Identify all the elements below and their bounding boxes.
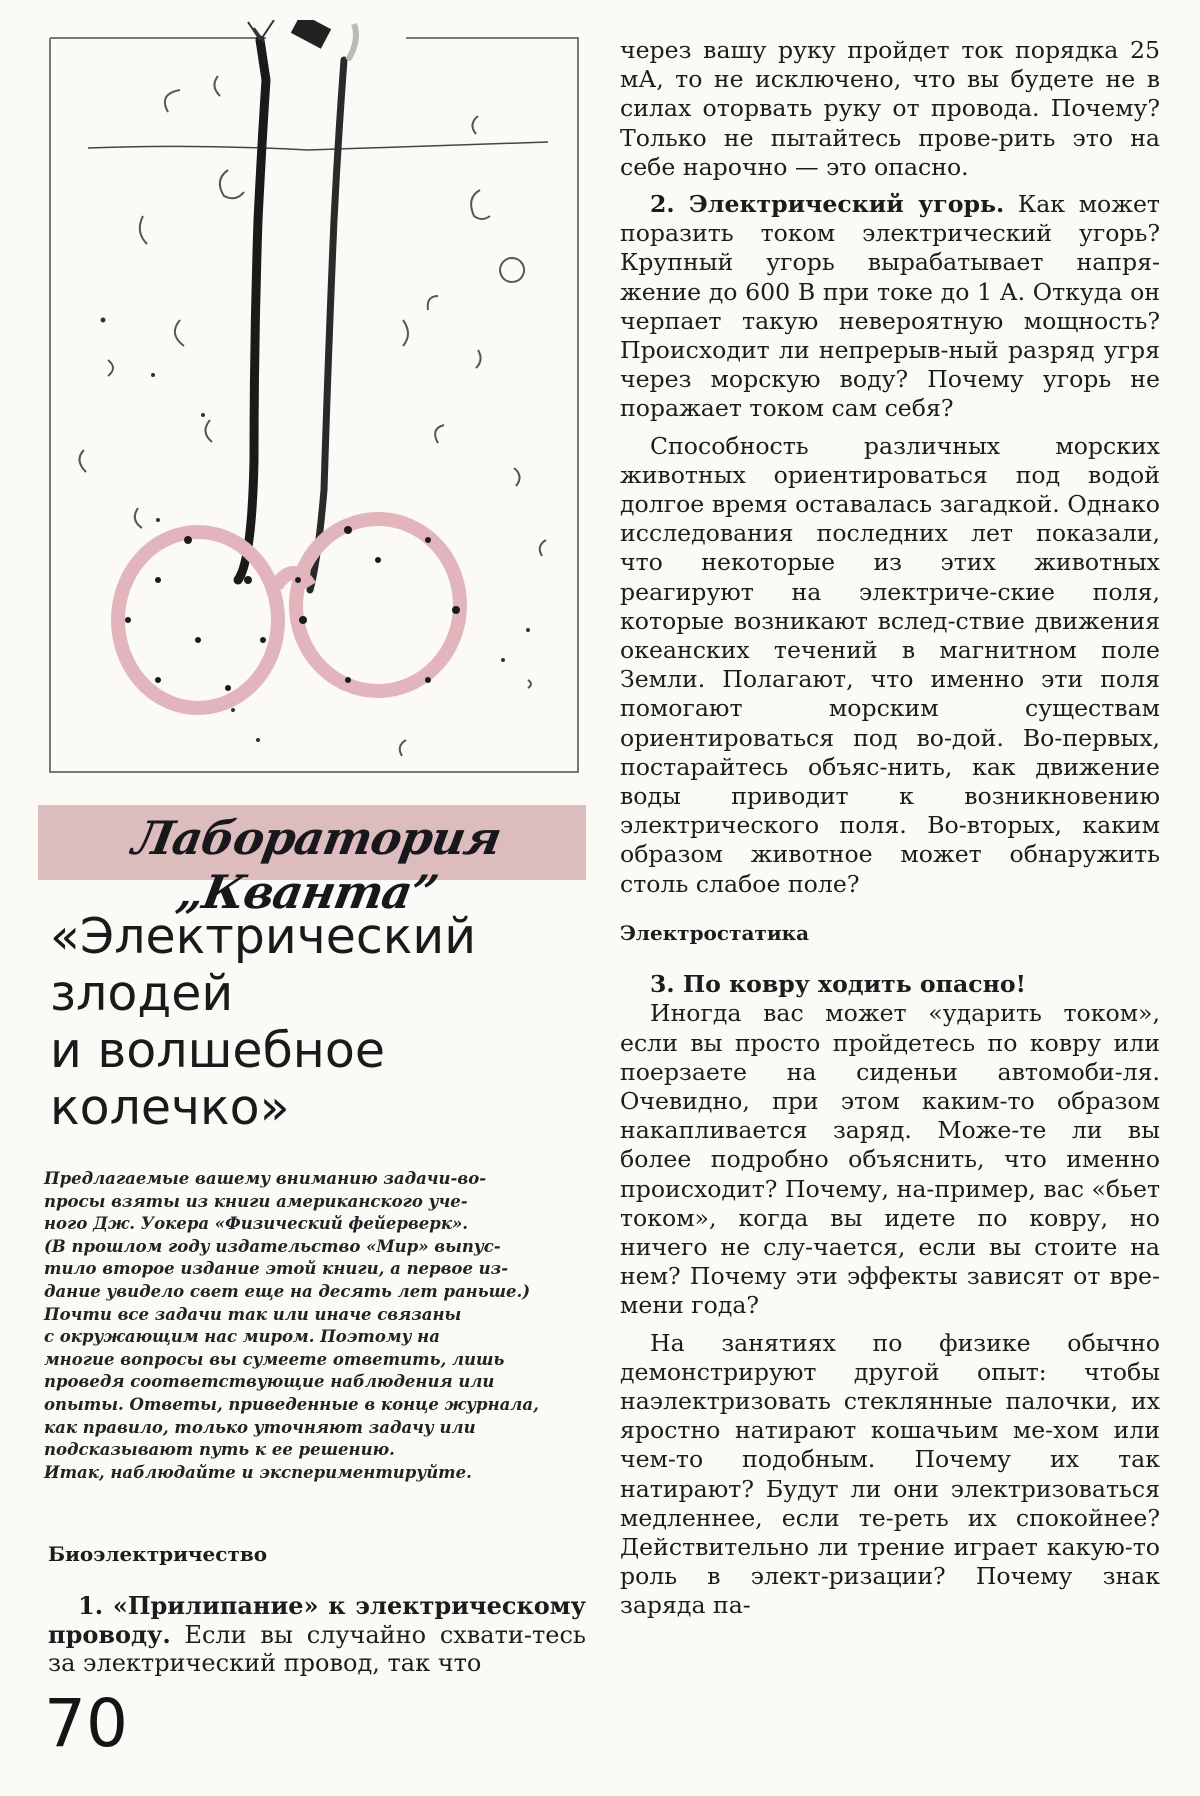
intro-line: многие вопросы вы сумеете ответить, лишь [44,1349,505,1369]
marine-animals-paragraph: Способность различных морских животных ориентироваться под водой долгое время оставалась загадкой. Однако исследования последних лет показали, что некоторые из этих животных реагируют на электриче-ские поля, которые возникают вслед-ствие движения океанских течений в магнитном поле Земли. Полагают, что именно эти поля помогают морским существам ориентироваться под во-дой. Во-первых, постарайтесь объяс-нить, как движение воды приводит к возникновению электрического поля. Во-вторых, каким образом животное может обнаружить столь слабое поле? [620,431,1160,898]
intro-line: как правило, только уточняют задачу или [44,1417,476,1437]
intro-line: Предлагаемые вашему вниманию задачи-во- [44,1169,487,1188]
title-line: колечко» [50,1079,290,1136]
intro-line: проведя соответствующие наблюдения или [44,1372,495,1392]
laboratory-banner [38,805,586,919]
problem-2-text: Как может поразить током электрический угорь? Крупный угорь вырабатывает напря-жение до 600 В при токе до 1 А. Откуда он черпает такую невероятную мощность? Происходит ли непрерыв-ный разряд угря через морскую воду? Почему угорь не поражает током сам себя? [620,190,1160,423]
problem-3-heading: 3. По ковру ходить опасно! [650,970,1026,999]
right-column [620,36,1160,1621]
problem-1-heading: 1. «Прилипание» к электрическому проводу. [48,1591,586,1649]
wire-scissors-illustration [48,20,588,775]
intro-line: с окружающим нас миром. Поэтому на [44,1327,440,1347]
problem-2-paragraph [620,190,1160,424]
intro-line: (В прошлом году издательство «Мир» выпус- [44,1236,501,1256]
banner-text: Лаборатория „Кванта” [128,811,505,919]
problem-2-heading: 2. Электрический угорь. [650,190,1005,219]
intro-line: Итак, наблюдайте и экспериментируйте. [44,1462,472,1482]
problem-1-text-left: Если вы случайно схвати-тесь за электрический провод, так что [48,1620,586,1677]
intro-line: ного Дж. Уокера «Физический фейерверк». [44,1214,469,1234]
section-heading-electrostatics: Электростатика [620,920,810,945]
intro-line: дание увидело свет еще на десять лет раньше.) [44,1281,531,1301]
article-title [50,908,590,1136]
title-line: и волшебное [50,1022,385,1079]
intro-line: Почти все задачи так или иначе связаны [44,1304,462,1324]
section-heading-bio: Биоэлектричество [48,1542,268,1566]
intro-text [44,1168,584,1484]
intro-line: подсказывают путь к ее решению. [44,1440,395,1460]
intro-line: опыты. Ответы, приведенные в конце журнала, [44,1394,539,1414]
problem-1-start [48,1592,586,1678]
title-line: «Электрический [50,908,477,965]
title-line: злодей [50,965,234,1022]
intro-line: тило второе издание этой книги, а первое из- [44,1259,509,1279]
problem-1-paragraph [48,1592,586,1678]
problem-1-continuation: через вашу руку пройдет ток порядка 25 мА, то не исключено, что вы будете не в силах оторвать руку от провода. Почему? Только не пытайтесь прове-рить это на себе нарочно — это опасно. [620,36,1160,181]
intro-line: просы взяты из книги американского уче- [44,1191,468,1211]
page-number: 70 [44,1685,128,1762]
problem-3-text: Иногда вас может «ударить током», если вы просто пройдетесь по ковру или поерзаете на сиденьи автомоби-ля. Очевидно, при этом каким-то образом накапливается заряд. Може-те ли вы более подробно объяснить, что именно происходит? Почему, на-пример, вас «бьет током», когда вы идете по ковру, но ничего не слу-чается, если вы стоите на нем? Почему эти эффекты зависят от вре-мени года? [620,999,1160,1320]
glass-rods-paragraph: На занятиях по физике обычно демонстрируют другой опыт: чтобы наэлектризовать стеклянные палочки, их яростно натирают кошачьим ме-хом или чем-то подобным. Почему их так натирают? Будут ли они электризоваться медленнее, если те-реть их спокойнее? Действительно ли трение играет какую-то роль в элект-ризации? Почему знак заряда па- [620,1328,1160,1620]
